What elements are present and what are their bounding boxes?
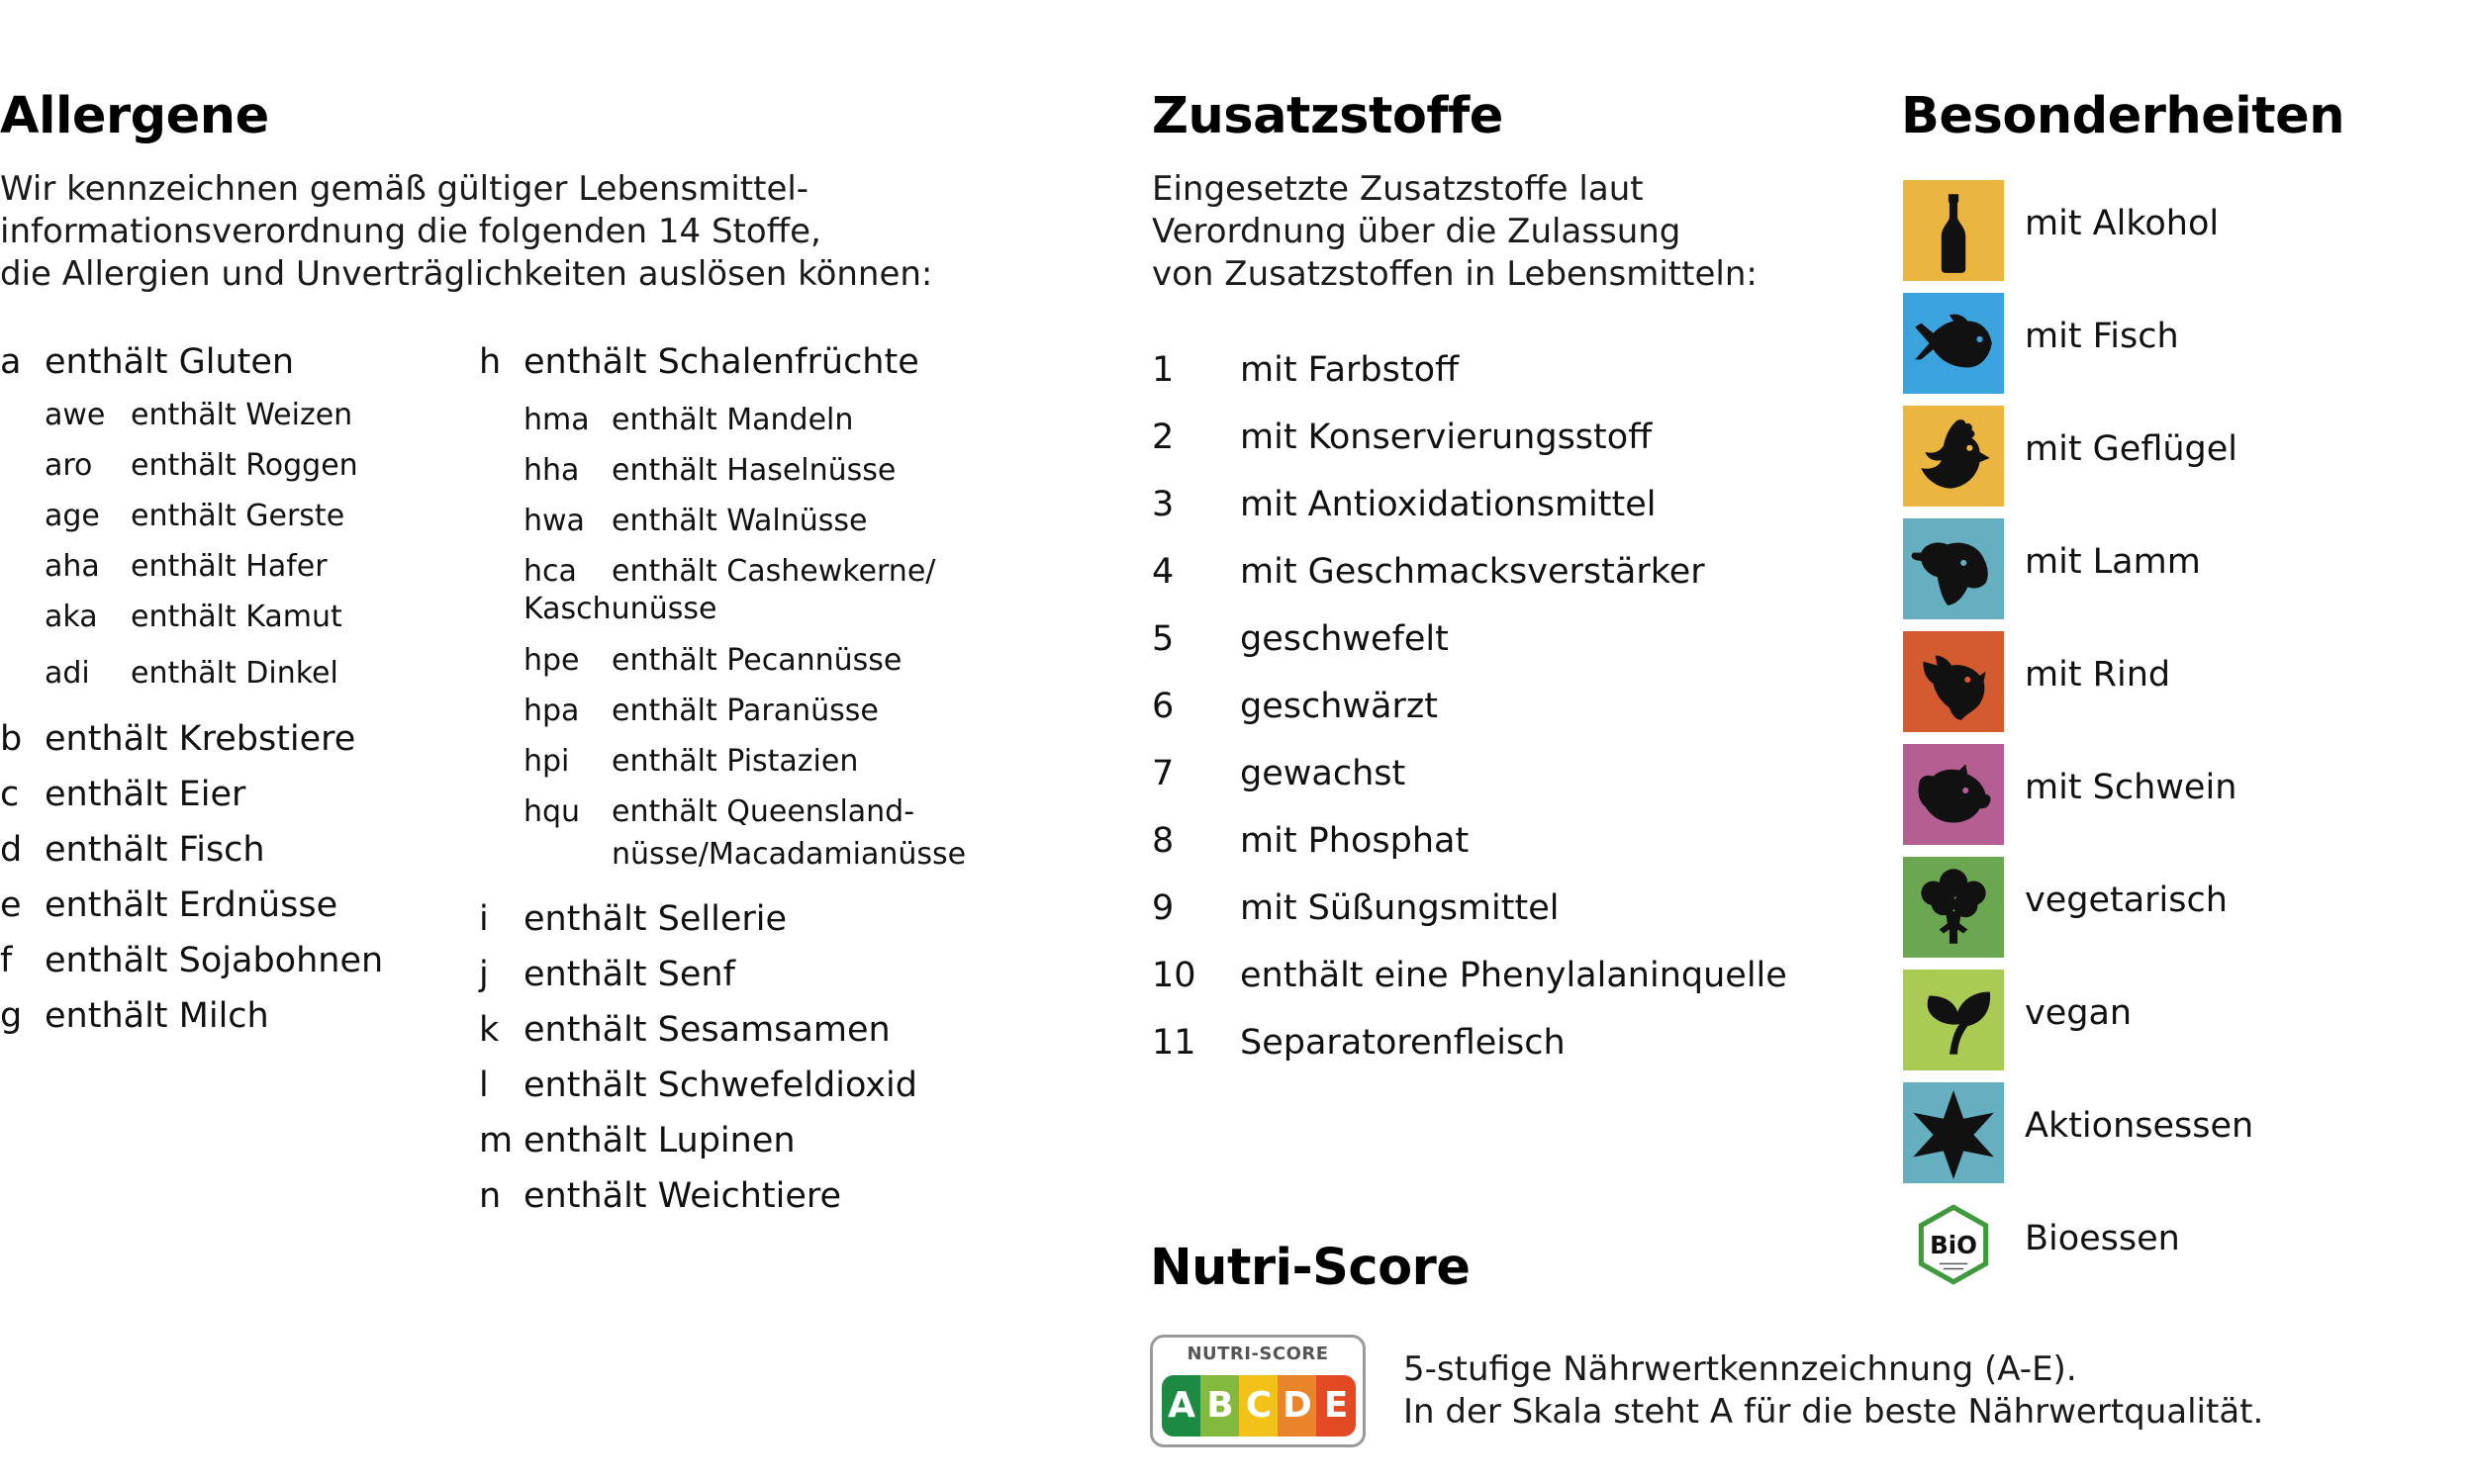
allergen-code: m (479, 1121, 514, 1160)
allergen-label: enthält Mandeln (612, 403, 854, 437)
allergen-label: enthält Gluten (45, 342, 295, 382)
nutri-grade-e: E (1316, 1375, 1356, 1437)
additive-number: 4 (1152, 552, 1175, 592)
allergen-code: b (0, 719, 23, 759)
nutri-grade-c: C (1239, 1375, 1279, 1437)
star-icon (1903, 1082, 2004, 1183)
additive-label: geschwärzt (1240, 687, 1438, 726)
allergen-label: enthält Dinkel (131, 656, 338, 691)
allergen-code: hwa (523, 504, 585, 538)
allergen-label: enthält Senf (523, 955, 735, 994)
allergen-label: enthält Gerste (131, 499, 345, 533)
allergen-code: hma (523, 403, 590, 437)
allergen-label: enthält Kamut (131, 600, 342, 634)
allergen-code: hpa (523, 694, 580, 728)
additive-number: 8 (1152, 821, 1175, 861)
allergen-code: i (479, 899, 489, 939)
additive-label: mit Farbstoff (1240, 350, 1460, 390)
allergen-label-continued: Kaschunüsse (523, 592, 717, 626)
nutri-score-description (1403, 1348, 2263, 1434)
additive-number: 9 (1152, 888, 1175, 928)
additive-number: 10 (1152, 956, 1196, 995)
allergen-code: hca (523, 554, 577, 589)
additive-label: gewachst (1240, 754, 1406, 793)
allergen-label: enthält Milch (45, 996, 269, 1036)
allergen-code: d (0, 830, 23, 870)
allergen-label-continued: nüsse/Macadamianüsse (612, 837, 967, 872)
allergen-code: aro (45, 448, 93, 483)
chicken-icon (1903, 406, 2004, 507)
allergen-code: e (0, 885, 22, 925)
allergen-label: enthält Cashewkerne/ (612, 554, 936, 589)
lamb-icon (1903, 518, 2004, 619)
allergen-label: enthält Haselnüsse (612, 453, 897, 488)
allergene-title: Allergene (0, 87, 269, 145)
allergen-code: hpi (523, 744, 570, 779)
special-label: vegetarisch (2025, 881, 2228, 920)
allergen-code: awe (45, 398, 106, 432)
allergen-label: enthält Paranüsse (612, 694, 879, 728)
pig-icon (1903, 744, 2004, 845)
allergen-label: enthält Fisch (45, 830, 265, 870)
allergen-label: enthält Pecannüsse (612, 643, 903, 678)
special-label: mit Lamm (2025, 542, 2201, 582)
additive-number: 7 (1152, 754, 1175, 793)
special-label: Bioessen (2025, 1219, 2180, 1258)
allergen-label: enthält Queensland- (612, 794, 915, 829)
allergen-label: enthält Sesamsamen (523, 1010, 891, 1050)
additive-number: 5 (1152, 619, 1175, 659)
special-label: mit Schwein (2025, 768, 2237, 807)
allergen-code: n (479, 1176, 502, 1216)
nutri-grade-a: A (1162, 1375, 1201, 1437)
additive-label: mit Antioxidationsmittel (1240, 485, 1657, 524)
zusatzstoffe-title: Zusatzstoffe (1152, 87, 1503, 145)
leaf-icon (1903, 970, 2004, 1070)
additive-label: mit Konservierungsstoff (1240, 417, 1653, 457)
allergen-code: aha (45, 549, 100, 584)
bottle-icon (1903, 180, 2004, 281)
special-label: mit Geflügel (2025, 429, 2238, 469)
nutri-score-badge (1150, 1335, 1366, 1447)
allergen-label: enthält Walnüsse (612, 504, 868, 538)
allergen-code: age (45, 499, 100, 533)
additive-number: 2 (1152, 417, 1175, 457)
allergen-code: k (479, 1010, 500, 1050)
broccoli-icon (1903, 857, 2004, 958)
bio-seal-text: BiO (1930, 1231, 1977, 1260)
allergen-code: hha (523, 453, 580, 488)
zusatzstoffe-intro (1152, 168, 1758, 296)
allergen-code: l (479, 1066, 489, 1105)
allergen-code: j (479, 955, 489, 994)
zusatzstoffe-intro-line: Verordnung über die Zulassung (1152, 212, 1681, 251)
besonderheiten-title: Besonderheiten (1901, 87, 2345, 145)
allergen-code: hqu (523, 794, 581, 829)
additive-number: 1 (1152, 350, 1175, 390)
special-label: vegan (2025, 993, 2133, 1033)
additive-label: enthält eine Phenylalaninquelle (1240, 956, 1787, 995)
allergen-label: enthält Weizen (131, 398, 353, 432)
allergen-code: hpe (523, 643, 580, 678)
special-label: mit Fisch (2025, 317, 2179, 356)
allergen-label: enthält Schwefeldioxid (523, 1066, 917, 1105)
allergen-code: adi (45, 656, 90, 691)
allergen-label: enthält Pistazien (612, 744, 859, 779)
nutri-desc-line: In der Skala steht A für die beste Nährwertqualität. (1403, 1392, 2264, 1432)
zusatzstoffe-intro-line: Eingesetzte Zusatzstoffe laut (1152, 169, 1644, 209)
allergen-label: enthält Weichtiere (523, 1176, 842, 1216)
allergen-code: c (0, 775, 20, 814)
bio-seal-icon (1903, 1195, 2004, 1296)
allergene-intro-line: die Allergien und Unverträglichkeiten auslösen können: (0, 254, 933, 294)
additive-number: 3 (1152, 485, 1175, 524)
allergene-intro-line: informationsverordnung die folgenden 14 Stoffe, (0, 212, 821, 251)
nutri-score-title: Nutri-Score (1150, 1239, 1471, 1297)
special-label: mit Rind (2025, 655, 2171, 695)
nutri-grade-b: B (1200, 1375, 1240, 1437)
cow-icon (1903, 631, 2004, 732)
nutri-score-badge-label: NUTRI-SCORE (1187, 1344, 1329, 1364)
additive-number: 11 (1152, 1023, 1196, 1063)
allergen-code: a (0, 342, 22, 382)
nutri-score-scale (1162, 1375, 1356, 1437)
fish-icon (1903, 293, 2004, 394)
allergen-label: enthält Lupinen (523, 1121, 796, 1160)
nutri-grade-d: D (1278, 1375, 1317, 1437)
allergen-label: enthält Roggen (131, 448, 358, 483)
allergen-label: enthält Hafer (131, 549, 328, 584)
allergen-code: h (479, 342, 502, 382)
allergen-label: enthält Erdnüsse (45, 885, 338, 925)
zusatzstoffe-intro-line: von Zusatzstoffen in Lebensmitteln: (1152, 254, 1758, 294)
special-label: mit Alkohol (2025, 204, 2220, 243)
allergen-label: enthält Sellerie (523, 899, 788, 939)
allergen-label: enthält Krebstiere (45, 719, 356, 759)
allergene-intro-line: Wir kennzeichnen gemäß gültiger Lebensmittel- (0, 169, 809, 209)
allergen-code: f (0, 941, 13, 980)
additive-label: mit Süßungsmittel (1240, 888, 1560, 928)
allergen-label: enthält Sojabohnen (45, 941, 384, 980)
additive-label: mit Geschmacksverstärker (1240, 552, 1705, 592)
allergen-label: enthält Eier (45, 775, 246, 814)
allergen-code: aka (45, 600, 98, 634)
additive-label: mit Phosphat (1240, 821, 1470, 861)
allergene-intro (0, 168, 932, 296)
allergen-code: g (0, 996, 23, 1036)
special-label: Aktionsessen (2025, 1106, 2254, 1146)
allergen-label: enthält Schalenfrüchte (523, 342, 919, 382)
additive-number: 6 (1152, 687, 1175, 726)
nutri-desc-line: 5-stufige Nährwertkennzeichnung (A-E). (1403, 1349, 2077, 1389)
additive-label: geschwefelt (1240, 619, 1449, 659)
additive-label: Separatorenfleisch (1240, 1023, 1566, 1063)
